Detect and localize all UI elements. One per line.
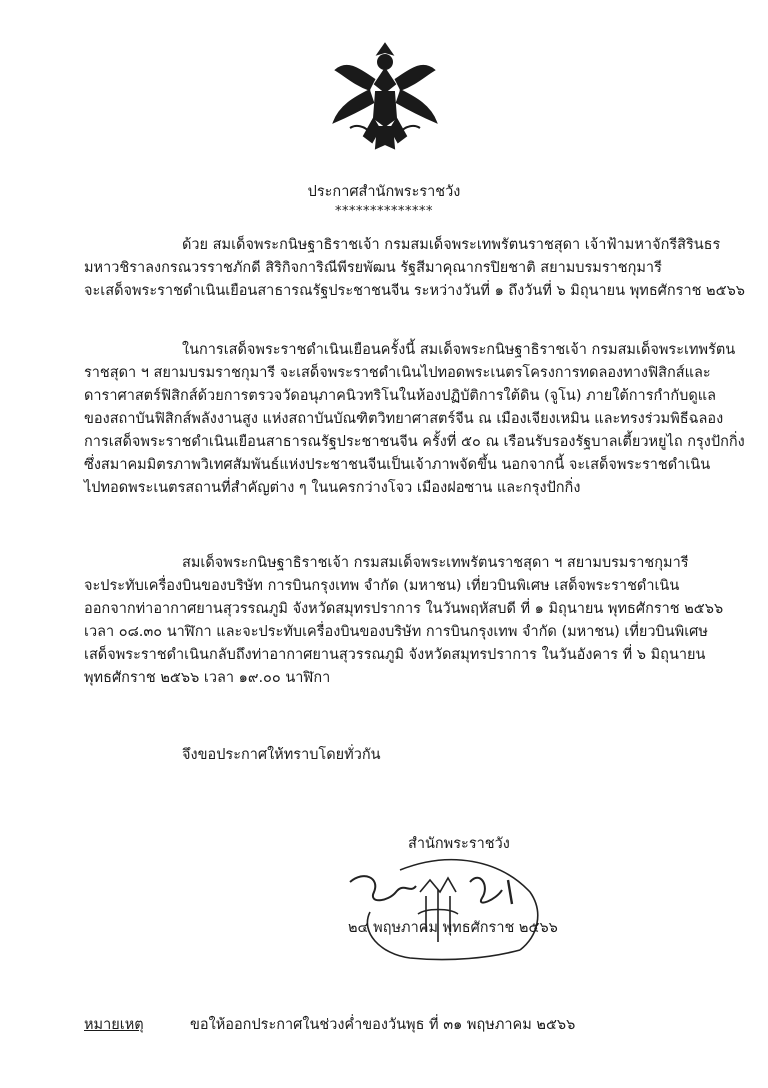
note-text: ขอให้ออกประกาศในช่วงค่ำของวันพุธ ที่ ๓๑ พฤษภาคม ๒๕๖๖ [190,1017,576,1033]
paragraph-line: ไปทอดพระเนตรสถานที่สำคัญต่าง ๆ ในนครกว่างโจว เมืองฝอซาน และกรุงปักกิ่ง [84,480,581,496]
paragraph-line: การเสด็จพระราชดำเนินเยือนสาธารณรัฐประชาชนจีน ครั้งที่ ๕๐ ณ เรือนรับรองรัฐบาลเตี้ยวหยูไถ กรุงปักกิ่ง [84,434,745,450]
paragraph-line: พุทธศักราช ๒๕๖๖ เวลา ๑๙.๐๐ นาฬิกา [84,670,331,686]
paragraph-line: ด้วย สมเด็จพระกนิษฐาธิราชเจ้า กรมสมเด็จพระเทพรัตนราชสุดา เจ้าฟ้ามหาจักรีสิรินธร [182,237,721,253]
paragraph-line: เวลา ๐๘.๓๐ นาฬิกา และจะประทับเครื่องบินของบริษัท การบินกรุงเทพ จำกัด (มหาชน) เที่ยวบินพิเศษ [84,624,708,640]
paragraph-line: มหาวชิราลงกรณวรราชภักดี สิริกิจการิณีพีรยพัฒน รัฐสีมาคุณากรปิยชาติ สยามบรมราชกุมารี [84,260,662,276]
paragraph-flight-details [84,552,724,690]
paragraph-line: ในการเสด็จพระราชดำเนินเยือนครั้งนี้ สมเด็จพระกนิษฐาธิราชเจ้า กรมสมเด็จพระเทพรัตน [182,342,736,358]
paragraph-intro [84,234,745,303]
title-separator: ************** [335,204,433,219]
paragraph-line: ดาราศาสตร์ฟิสิกส์ด้วยการตรวจวัดอนุภาคนิวทริโนในห้องปฏิบัติการใต้ดิน (จูโน) ภายใต้การกำกับดูแล [84,388,717,404]
paragraph-line: ของสถาบันฟิสิกส์พลังงานสูง แห่งสถาบันบัณฑิตวิทยาศาสตร์จีน ณ เมืองเจียงเหมิน และทรงร่วมพิธีฉลอง [84,411,724,427]
paragraph-visit-details [84,339,745,500]
paragraph-closing [84,744,684,767]
signature-date: ๒๔ พฤษภาคม พุทธศักราช ๒๕๖๖ [348,920,558,936]
paragraph-line: ออกจากท่าอากาศยานสุวรรณภูมิ จังหวัดสมุทรปราการ ในวันพฤหัสบดี ที่ ๑ มิถุนายน พุทธศักราช ๒๕๖๖ [84,601,724,617]
garuda-emblem-icon [330,40,440,152]
paragraph-line: เสด็จพระราชดำเนินกลับถึงท่าอากาศยานสุวรรณภูมิ จังหวัดสมุทรปราการ ในวันอังคาร ที่ ๖ มิถุนายน [84,647,706,663]
paragraph-line: จึงขอประกาศให้ทราบโดยทั่วกัน [182,747,381,763]
signature-office: สำนักพระราชวัง [408,836,510,852]
paragraph-line: ซึ่งสมาคมมิตรภาพวิเทศสัมพันธ์แห่งประชาชนจีนเป็นเจ้าภาพจัดขึ้น นอกจากนี้ จะเสด็จพระราชดำเนิน [84,457,711,473]
paragraph-line: สมเด็จพระกนิษฐาธิราชเจ้า กรมสมเด็จพระเทพรัตนราชสุดา ฯ สยามบรมราชกุมารี [182,555,689,571]
paragraph-line: จะเสด็จพระราชดำเนินเยือนสาธารณรัฐประชาชนจีน ระหว่างวันที่ ๑ ถึงวันที่ ๖ มิถุนายน พุทธศักราช ๒๕๖๖ [84,283,745,299]
paragraph-line: จะประทับเครื่องบินของบริษัท การบินกรุงเทพ จำกัด (มหาชน) เที่ยวบินพิเศษ เสด็จพระราชดำเนิน [84,578,680,594]
paragraph-line: ราชสุดา ฯ สยามบรมราชกุมารี จะเสด็จพระราชดำเนินไปทอดพระเนตรโครงการทดลองทางฟิสิกส์และ [84,365,711,381]
official-seal-signature [330,852,560,962]
note-label: หมายเหตุ [84,1017,144,1033]
announcement-title: ประกาศสำนักพระราชวัง [307,184,461,200]
